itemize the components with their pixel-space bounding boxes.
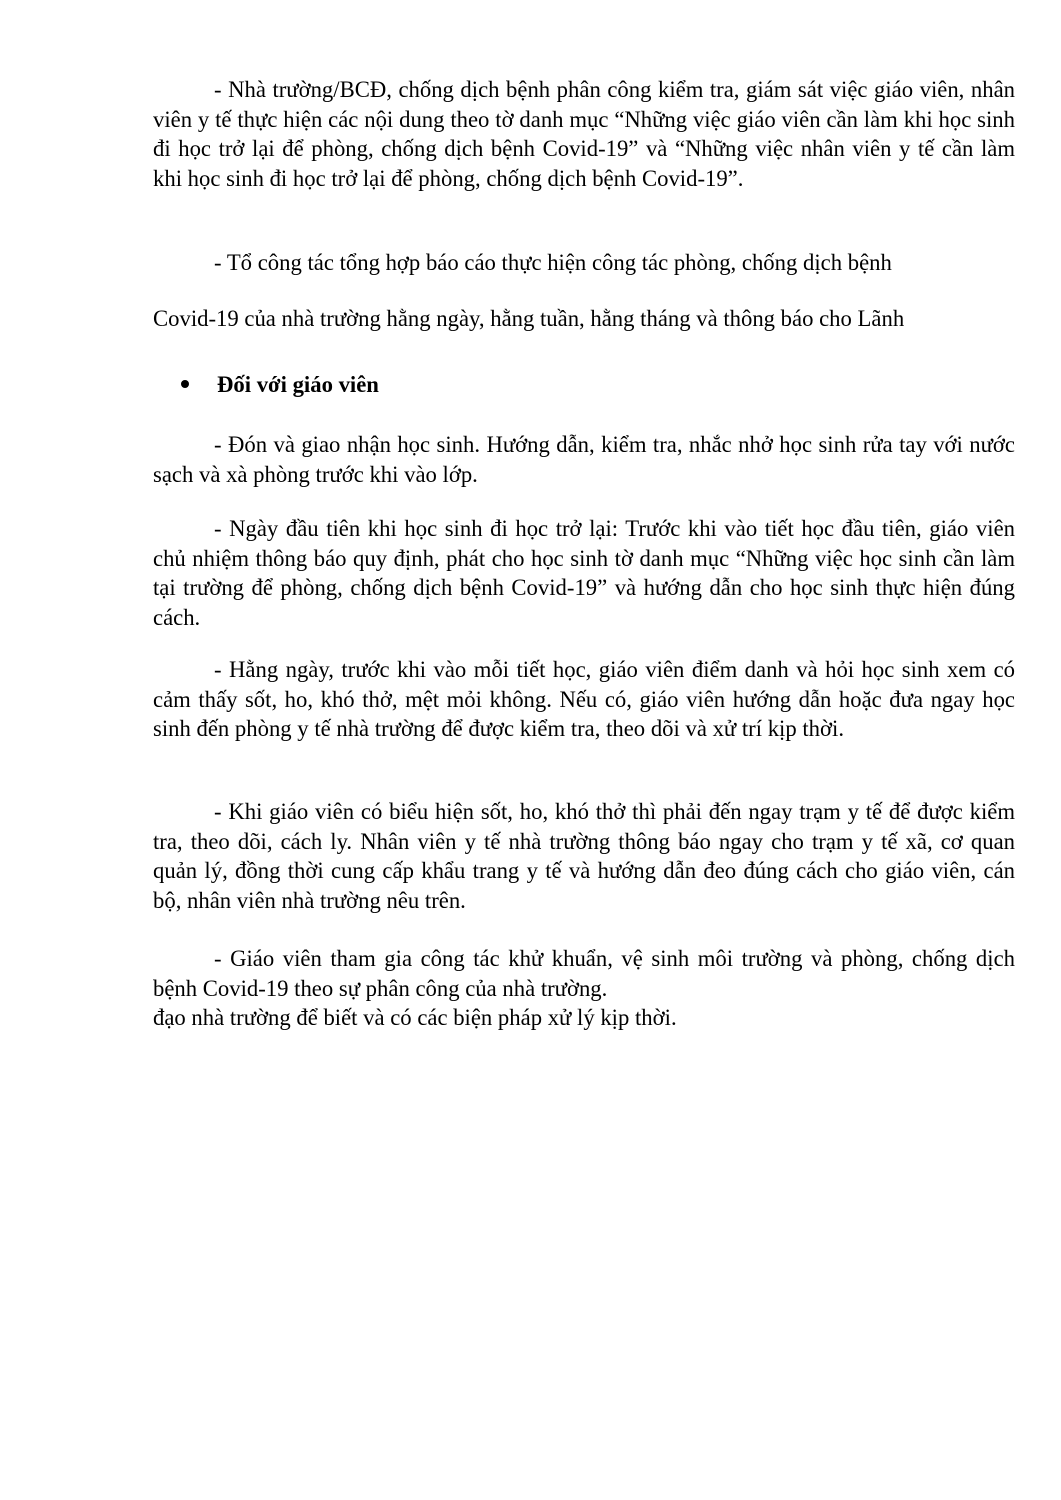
paragraph-reporting-continued: Covid-19 của nhà trường hằng ngày, hằng tuần, hằng tháng và thông báo cho Lãnh	[153, 306, 905, 331]
paragraph-teacher-symptoms: - Khi giáo viên có biểu hiện sốt, ho, khó thở thì phải đến ngay trạm y tế để được kiểm tra, theo dõi, cách ly. Nhân viên y tế nhà trường thông báo ngay cho trạm y tế xã, cơ quan quản lý, đồng thời cung cấp khẩu trang y tế và hướng dẫn đeo đúng cách cho giáo viên, cán bộ, nhân viên nhà trường nêu trên.	[153, 799, 1015, 913]
paragraph-teacher-daily-check: - Hằng ngày, trước khi vào mỗi tiết học, giáo viên điểm danh và hỏi học sinh xem có cảm thấy sốt, ho, khó thở, mệt mỏi không. Nếu có, giáo viên hướng dẫn hoặc đưa ngay học sinh đến phòng y tế nhà trường để được kiểm tra, theo dõi và xử trí kịp thời.	[153, 657, 1015, 742]
paragraph-supervision: - Nhà trường/BCĐ, chống dịch bệnh phân công kiểm tra, giám sát việc giáo viên, nhân viên y tế thực hiện các nội dung theo tờ danh mục “Những việc giáo viên cần làm khi học sinh đi học trở lại để phòng, chống dịch bệnh Covid-19” và “Những việc nhân viên y tế cần làm khi học sinh đi học trở lại để phòng, chống dịch bệnh Covid-19”.	[153, 77, 1015, 191]
paragraph-teacher-disinfection: - Giáo viên tham gia công tác khử khuẩn, vệ sinh môi trường và phòng, chống dịch bệnh Covid-19 theo sự phân công của nhà trường.	[153, 946, 1015, 1001]
paragraph-reporting-start: - Tổ công tác tổng hợp báo cáo thực hiện công tác phòng, chống dịch bệnh	[214, 250, 892, 275]
bullet-icon	[181, 380, 189, 388]
section-heading-teachers	[181, 370, 379, 400]
paragraph-trailing-line: đạo nhà trường để biết và có các biện pháp xử lý kịp thời.	[153, 1005, 677, 1030]
paragraph-teacher-first-day: - Ngày đầu tiên khi học sinh đi học trở lại: Trước khi vào tiết học đầu tiên, giáo viên chủ nhiệm thông báo quy định, phát cho học sinh tờ danh mục “Những việc học sinh cần làm tại trường để phòng, chống dịch bệnh Covid-19” và hướng dẫn cho học sinh thực hiện đúng cách.	[153, 516, 1015, 630]
section-heading-text: Đối với giáo viên	[217, 372, 379, 397]
paragraph-teacher-reception: - Đón và giao nhận học sinh. Hướng dẫn, kiểm tra, nhắc nhở học sinh rửa tay với nước sạch và xà phòng trước khi vào lớp.	[153, 432, 1015, 487]
